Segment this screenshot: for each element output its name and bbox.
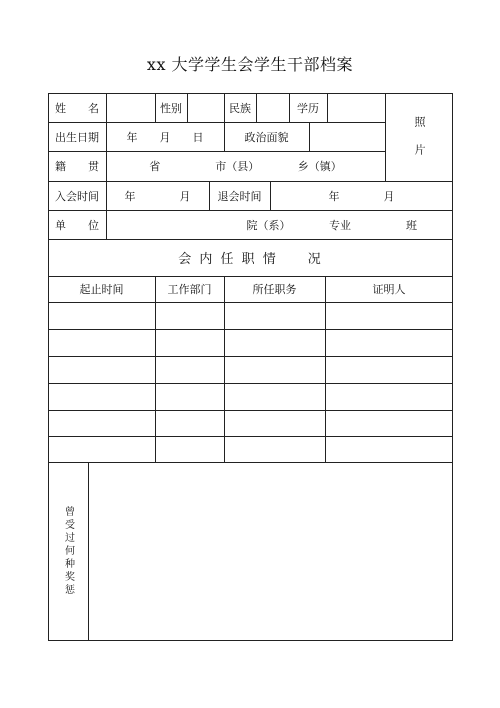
political-status-field[interactable]: [309, 122, 385, 151]
table-row[interactable]: [48, 329, 453, 356]
join-date-field[interactable]: 年 月: [124, 189, 191, 203]
native-place-field[interactable]: 省 市（县） 乡（镇）: [149, 160, 342, 173]
table-row[interactable]: [48, 410, 453, 436]
join-date-label: 入会时间: [55, 189, 99, 203]
birth-date-field[interactable]: 年 月 日: [126, 130, 204, 144]
ethnicity-label: 民族: [229, 101, 251, 115]
col-header-position: 所任职务: [252, 283, 297, 296]
native-place-label: 籍 贯: [55, 160, 99, 173]
awards-field[interactable]: [88, 462, 453, 641]
unit-label: 单 位: [55, 218, 99, 232]
name-label: 姓 名: [55, 101, 99, 115]
education-field[interactable]: [327, 93, 385, 122]
page-title: xx 大学学生会学生干部档案: [146, 55, 354, 74]
table-row[interactable]: [48, 302, 453, 329]
unit-field[interactable]: 院（系） 专业 班: [246, 218, 417, 232]
name-field[interactable]: [106, 93, 155, 122]
profile-form: [48, 93, 453, 641]
leave-date-field[interactable]: 年 月: [328, 189, 395, 203]
birth-date-label: 出生日期: [55, 130, 99, 144]
leave-date-label: 退会时间: [217, 189, 262, 203]
table-row[interactable]: [48, 436, 453, 462]
political-status-label: 政治面貌: [244, 130, 289, 144]
col-header-period: 起止时间: [79, 283, 124, 296]
education-label: 学历: [297, 101, 319, 115]
table-row[interactable]: [48, 383, 453, 410]
photo-box[interactable]: 照 片: [413, 116, 426, 158]
positions-section-title: 会 内 任 职 情 况: [178, 252, 323, 267]
col-header-witness: 证明人: [372, 283, 406, 296]
col-header-department: 工作部门: [167, 283, 212, 296]
awards-label: 曾受过何种奖惩: [62, 506, 74, 597]
ethnicity-field[interactable]: [256, 93, 289, 122]
gender-field[interactable]: [187, 93, 224, 122]
table-row[interactable]: [48, 356, 453, 383]
gender-label: 性别: [160, 101, 182, 115]
